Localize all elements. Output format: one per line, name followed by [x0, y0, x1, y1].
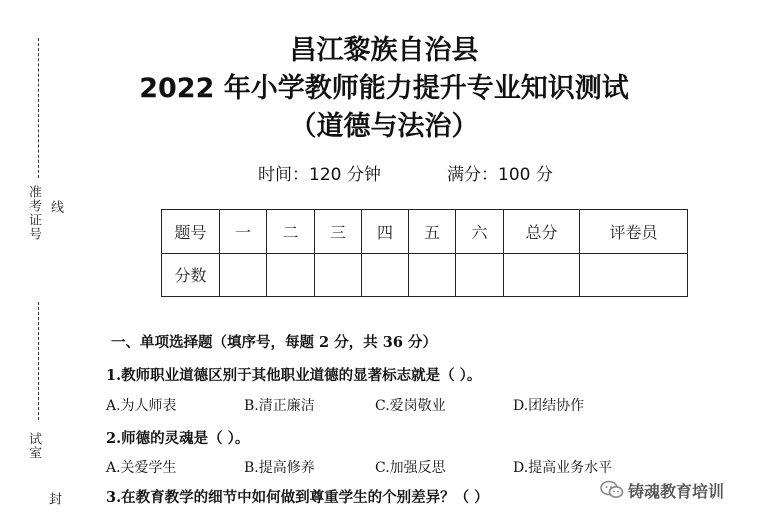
q1-option-a: A.为人师表 — [106, 398, 177, 414]
score-cell-total — [504, 253, 580, 297]
header-cell-3: 三 — [315, 210, 362, 254]
section-heading: 一、单项选择题（填序号，每题 2 分，共 36 分） — [111, 334, 437, 351]
score-cell — [220, 253, 267, 297]
header-cell-2: 二 — [267, 210, 315, 254]
header-cell-5: 五 — [409, 210, 456, 254]
score-cell — [267, 253, 315, 297]
title-county: 昌江黎族自治县 — [289, 35, 479, 66]
q2-option-b: B.提高修养 — [244, 460, 315, 476]
wechat-icon — [600, 480, 624, 500]
header-cell-6: 六 — [456, 210, 504, 254]
q1-option-b: B.清正廉洁 — [244, 398, 315, 414]
binding-line-middle — [38, 302, 39, 420]
score-cell — [315, 253, 362, 297]
header-cell-total: 总分 — [504, 210, 580, 254]
q2-option-c: C.加强反思 — [375, 460, 446, 476]
title-exam: 2022 年小学教师能力提升专业知识测试 — [139, 73, 629, 104]
header-cell-1: 一 — [220, 210, 267, 254]
score-cell — [362, 253, 409, 297]
room-label: 试室 — [26, 432, 41, 460]
score-cell-grader — [580, 253, 688, 297]
question-1: 1.教师职业道德区别于其他职业道德的显著标志就是（ ）。 — [106, 367, 482, 384]
exam-time: 时间：120 分钟 — [258, 165, 381, 185]
question-3: 3.在教育教学的细节中如何做到尊重学生的个别差异？（ ） — [106, 489, 489, 506]
full-score: 满分：100 分 — [447, 165, 553, 185]
score-table-score-row — [162, 253, 688, 297]
score-table-header-row — [162, 210, 688, 254]
seal-label: 封 — [46, 492, 61, 506]
line-label: 线 — [48, 200, 63, 214]
question-2: 2.师德的灵魂是（ ）。 — [106, 430, 250, 447]
q1-option-d: D.团结协作 — [513, 398, 585, 414]
header-cell-grader: 评卷员 — [580, 210, 688, 254]
exam-number-label: 准考证号 — [26, 185, 41, 241]
score-cell — [456, 253, 504, 297]
q1-option-c: C.爱岗敬业 — [375, 398, 446, 414]
title-subject: （道德与法治） — [289, 111, 479, 142]
header-cell-question-no: 题号 — [162, 210, 220, 254]
q2-option-a: A.关爱学生 — [106, 460, 177, 476]
score-row-label: 分数 — [162, 253, 220, 297]
score-cell — [409, 253, 456, 297]
watermark-text: 铸魂教育培训 — [628, 482, 725, 501]
header-cell-4: 四 — [362, 210, 409, 254]
q2-option-d: D.提高业务水平 — [513, 460, 613, 476]
score-table — [161, 209, 688, 297]
